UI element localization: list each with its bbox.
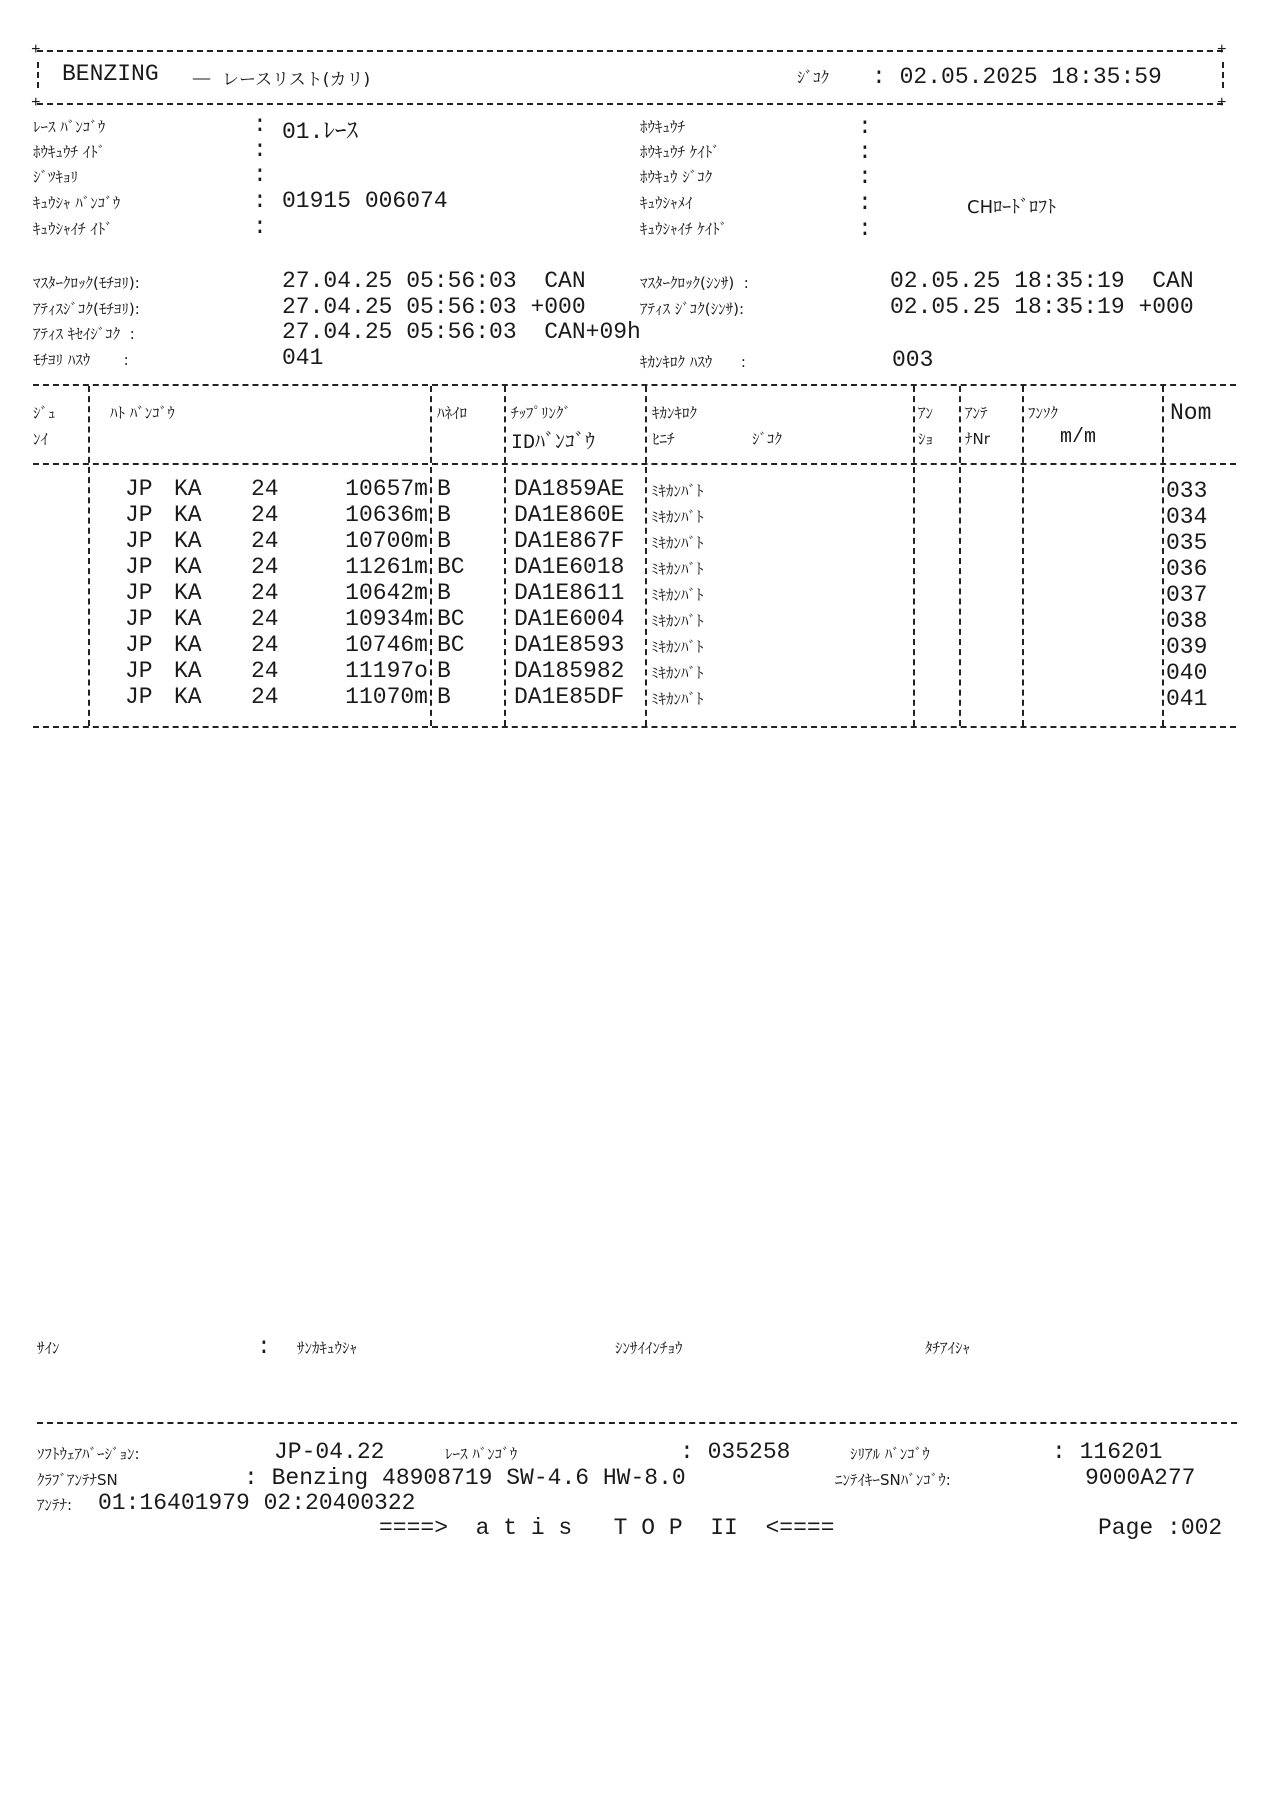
info-label: ｷｭｳｼｬｲﾁ ｲﾄﾞ xyxy=(33,220,113,238)
table-header-rule xyxy=(33,463,1236,465)
cell-chip: DA1E8593 xyxy=(514,632,625,658)
cert-value: 9000A277 xyxy=(1085,1465,1196,1491)
cell-color: B xyxy=(437,502,451,528)
time-label: ｼﾞｺｸ xyxy=(797,68,830,87)
cell-club: KA xyxy=(174,658,202,684)
header-bottom-rule xyxy=(37,103,1223,105)
col-sep xyxy=(430,386,432,726)
cell-club: KA xyxy=(174,528,202,554)
cell-nom: 033 xyxy=(1166,478,1208,504)
clock-value: 02.05.25 18:35:19 +000 xyxy=(890,294,1194,320)
col-header-rank: ｼﾞｭ xyxy=(33,404,56,422)
col-header-an: ｼｮ xyxy=(918,430,934,448)
antenna-value: 01:16401979 02:20400322 xyxy=(98,1490,416,1516)
cell-ring: 10642m xyxy=(345,580,428,606)
cell-color: B xyxy=(437,658,451,684)
cell-club: KA xyxy=(174,606,202,632)
corner-mark: + xyxy=(31,94,41,112)
info-colon: : xyxy=(253,214,267,240)
cell-country: JP xyxy=(125,502,153,528)
cell-nom: 037 xyxy=(1166,582,1208,608)
col-sep xyxy=(913,386,915,726)
sign-label: ｻｲﾝ xyxy=(37,1339,60,1357)
corner-mark: + xyxy=(31,41,41,59)
col-header-rank: ﾝｲ xyxy=(33,430,49,448)
cell-chip: DA1859AE xyxy=(514,476,625,502)
cell-nom: 041 xyxy=(1166,686,1208,712)
cell-country: JP xyxy=(125,606,153,632)
cell-color: BC xyxy=(437,606,465,632)
cell-status: ﾐｷｶﾝﾊﾞﾄ xyxy=(651,690,704,708)
col-sep xyxy=(1162,386,1164,726)
cell-color: BC xyxy=(437,632,465,658)
cell-year: 24 xyxy=(251,580,279,606)
cell-nom: 039 xyxy=(1166,634,1208,660)
header-top-rule xyxy=(37,50,1223,52)
serial-value: : 116201 xyxy=(1052,1439,1163,1465)
cell-ring: 10636m xyxy=(345,502,428,528)
cell-country: JP xyxy=(125,684,153,710)
sign-colon: : xyxy=(257,1334,271,1360)
brand-banner: ====> a t i s T O P II <==== xyxy=(379,1515,835,1541)
clock-value: 02.05.25 18:35:19 CAN xyxy=(890,268,1194,294)
page-number: Page :002 xyxy=(1098,1515,1223,1541)
cell-status: ﾐｷｶﾝﾊﾞﾄ xyxy=(651,508,704,526)
cell-ring: 11197o xyxy=(345,658,428,684)
participant-label: ｻﾝｶｷｭｳｼｬ xyxy=(297,1339,358,1357)
info-colon: : xyxy=(858,216,872,242)
cell-year: 24 xyxy=(251,528,279,554)
cell-chip: DA1E867F xyxy=(514,528,625,554)
title-separator: － xyxy=(190,68,213,94)
info-colon: : xyxy=(253,188,267,214)
info-label: ﾎｳｷｭｳﾁ ｹｲﾄﾞ xyxy=(640,143,720,161)
cell-status: ﾐｷｶﾝﾊﾞﾄ xyxy=(651,560,704,578)
cell-country: JP xyxy=(125,658,153,684)
cell-club: KA xyxy=(174,476,202,502)
cell-chip: DA1E8611 xyxy=(514,580,625,606)
cell-nom: 034 xyxy=(1166,504,1208,530)
cell-chip: DA1E6004 xyxy=(514,606,625,632)
cell-nom: 035 xyxy=(1166,530,1208,556)
cell-year: 24 xyxy=(251,554,279,580)
cell-year: 24 xyxy=(251,476,279,502)
club-antenna-label: ｸﾗﾌﾞｱﾝﾃﾅSN xyxy=(37,1471,118,1489)
header-left-rule xyxy=(37,62,39,88)
info-label: ｷｭｳｼｬｲﾁ ｹｲﾄﾞ xyxy=(640,220,728,238)
col-header-speed: m/m xyxy=(1060,426,1097,449)
clock-value: 27.04.25 05:56:03 +000 xyxy=(282,294,586,320)
info-label: ﾎｳｷｭｳﾁ ｲﾄﾞ xyxy=(33,143,106,161)
cell-ring: 11261m xyxy=(345,554,428,580)
cell-ring: 10657m xyxy=(345,476,428,502)
software-version: JP-04.22 xyxy=(274,1439,385,1465)
clock-value: 003 xyxy=(892,347,934,373)
col-header-antenna: ｱﾝﾃ xyxy=(965,404,988,422)
cell-color: B xyxy=(437,476,451,502)
cell-chip: DA1E860E xyxy=(514,502,625,528)
cell-chip: DA1E85DF xyxy=(514,684,625,710)
col-header-time: ｼﾞｺｸ xyxy=(752,430,783,448)
cert-label: ﾆﾝﾃｲｷｰSNﾊﾞﾝｺﾞｳ: xyxy=(835,1471,951,1489)
clock-label: ｷｶﾝｷﾛｸ ﾊｽｳ : xyxy=(640,353,746,371)
col-sep xyxy=(645,386,647,726)
col-sep xyxy=(959,386,961,726)
club-antenna-value: : Benzing 48908719 SW-4.6 HW-8.0 xyxy=(244,1465,686,1491)
cell-color: B xyxy=(437,528,451,554)
clock-value: 27.04.25 05:56:03 CAN xyxy=(282,268,586,294)
col-header-color: ﾊﾈｲﾛ xyxy=(437,404,468,422)
clock-label: ｱﾃｨｽ ｷｾｲｼﾞｺｸ : xyxy=(33,325,135,343)
cell-nom: 038 xyxy=(1166,608,1208,634)
info-colon: : xyxy=(858,190,872,216)
cell-chip: DA185982 xyxy=(514,658,625,684)
info-colon: : xyxy=(858,139,872,165)
col-header-ring: ﾊﾄ ﾊﾞﾝｺﾞｳ xyxy=(110,404,175,422)
col-header-antenna: ﾅNr xyxy=(965,430,990,448)
clock-label: ﾓﾁﾖﾘ ﾊｽｳ : xyxy=(33,351,129,369)
info-colon: : xyxy=(253,137,267,163)
table-bottom-rule xyxy=(33,726,1236,728)
loft-number: 01915 006074 xyxy=(282,188,448,214)
cell-color: B xyxy=(437,684,451,710)
judge-label: ｼﾝｻｲｲﾝﾁｮｳ xyxy=(615,1339,683,1357)
cell-chip: DA1E6018 xyxy=(514,554,625,580)
cell-country: JP xyxy=(125,554,153,580)
col-sep xyxy=(88,386,90,726)
info-label: ﾎｳｷｭｳ ｼﾞｺｸ xyxy=(640,168,713,186)
witness-label: ﾀﾁｱｲｼｬ xyxy=(925,1339,971,1357)
cell-ring: 10746m xyxy=(345,632,428,658)
clock-label: ﾏｽﾀｰｸﾛｯｸ(ｼﾝｻ) : xyxy=(640,274,749,292)
corner-mark: + xyxy=(1217,94,1227,112)
page-title: レースリスト(カリ) xyxy=(222,70,371,90)
info-label: ｼﾞﾂｷｮﾘ xyxy=(33,168,79,186)
col-header-date: ﾋﾆﾁ xyxy=(652,430,675,448)
info-colon: : xyxy=(858,164,872,190)
time-value: : 02.05.2025 18:35:59 xyxy=(872,64,1162,90)
col-sep xyxy=(1022,386,1024,726)
cell-status: ﾐｷｶﾝﾊﾞﾄ xyxy=(651,586,704,604)
info-colon: : xyxy=(858,114,872,140)
info-label: ﾚｰｽ ﾊﾞﾝｺﾞｳ xyxy=(33,118,106,136)
info-label: ｷｭｳｼｬ ﾊﾞﾝｺﾞｳ xyxy=(33,194,121,212)
cell-status: ﾐｷｶﾝﾊﾞﾄ xyxy=(651,638,704,656)
cell-status: ﾐｷｶﾝﾊﾞﾄ xyxy=(651,482,704,500)
cell-club: KA xyxy=(174,632,202,658)
col-header-chip: IDﾊﾞﾝｺﾞｳ xyxy=(511,432,596,455)
race-number: 01.ﾚｰｽ xyxy=(282,119,358,145)
cell-color: B xyxy=(437,580,451,606)
cell-club: KA xyxy=(174,554,202,580)
cell-year: 24 xyxy=(251,502,279,528)
info-colon: : xyxy=(253,162,267,188)
cell-nom: 036 xyxy=(1166,556,1208,582)
info-label: ｷｭｳｼｬﾒｲ xyxy=(640,194,693,212)
cell-nom: 040 xyxy=(1166,660,1208,686)
col-header-speed: ﾌﾝｿｸ xyxy=(1028,404,1059,422)
cell-status: ﾐｷｶﾝﾊﾞﾄ xyxy=(651,664,704,682)
cell-status: ﾐｷｶﾝﾊﾞﾄ xyxy=(651,612,704,630)
cell-status: ﾐｷｶﾝﾊﾞﾄ xyxy=(651,534,704,552)
brand-name: BENZING xyxy=(62,61,159,87)
corner-mark: + xyxy=(1217,41,1227,59)
clock-label: ｱﾃｨｽ ｼﾞｺｸ(ｼﾝｻ): xyxy=(640,300,745,318)
cell-country: JP xyxy=(125,632,153,658)
cell-year: 24 xyxy=(251,684,279,710)
clock-label: ｱﾃｨｽｼﾞｺｸ(ﾓﾁﾖﾘ): xyxy=(33,300,140,318)
col-header-nom: Nom xyxy=(1170,400,1212,426)
cell-country: JP xyxy=(125,580,153,606)
serial-label: ｼﾘｱﾙ ﾊﾞﾝｺﾞｳ xyxy=(850,1445,930,1463)
cell-year: 24 xyxy=(251,658,279,684)
footer-rule xyxy=(37,1422,1237,1424)
cell-ring: 10934m xyxy=(345,606,428,632)
cell-color: BC xyxy=(437,554,465,580)
cell-country: JP xyxy=(125,528,153,554)
col-sep xyxy=(504,386,506,726)
col-header-an: ｱﾝ xyxy=(918,404,934,422)
info-colon: : xyxy=(253,112,267,138)
cell-ring: 10700m xyxy=(345,528,428,554)
cell-club: KA xyxy=(174,580,202,606)
col-header-chip: ﾁｯﾌﾟﾘﾝｸﾞ xyxy=(511,404,572,422)
software-label: ｿﾌﾄｳｪｱﾊﾞｰｼﾞｮﾝ: xyxy=(37,1445,140,1463)
table-top-rule xyxy=(33,384,1236,386)
antenna-label: ｱﾝﾃﾅ: xyxy=(37,1496,73,1514)
cell-year: 24 xyxy=(251,606,279,632)
info-label: ﾎｳｷｭｳﾁ xyxy=(640,118,686,136)
cell-year: 24 xyxy=(251,632,279,658)
clock-value: 27.04.25 05:56:03 CAN+09h xyxy=(282,319,641,345)
cell-ring: 11070m xyxy=(345,684,428,710)
loft-name: CHﾛｰﾄﾞﾛﾌﾄ xyxy=(967,197,1057,218)
cell-country: JP xyxy=(125,476,153,502)
cell-club: KA xyxy=(174,502,202,528)
race-no-value: : 035258 xyxy=(680,1439,791,1465)
cell-club: KA xyxy=(174,684,202,710)
clock-value: 041 xyxy=(282,345,324,371)
col-header-record: ｷｶﾝｷﾛｸ xyxy=(652,404,698,422)
race-no-label: ﾚｰｽ ﾊﾞﾝｺﾞｳ xyxy=(445,1445,518,1463)
clock-label: ﾏｽﾀｰｸﾛｯｸ(ﾓﾁﾖﾘ): xyxy=(33,274,140,292)
header-right-rule xyxy=(1222,62,1224,88)
